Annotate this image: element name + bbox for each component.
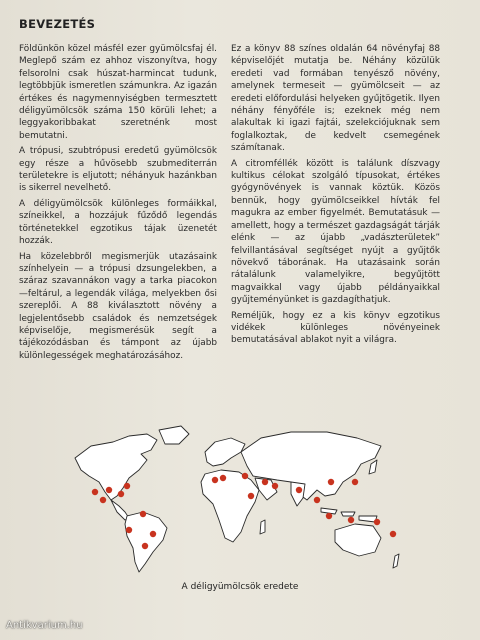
origin-dot [390, 531, 396, 537]
map-caption: A déligyümölcsök eredete [181, 582, 299, 592]
origin-dot [212, 477, 218, 483]
origin-dot [296, 487, 302, 493]
origin-dot [220, 475, 226, 481]
origin-dot [126, 527, 132, 533]
world-map [55, 420, 425, 580]
page-title: BEVEZETÉS [19, 17, 96, 31]
europe [205, 438, 245, 466]
greenland [159, 426, 189, 444]
india [291, 482, 305, 506]
paragraph: A déligyümölcsök különleges formáikkal, színeikkel, a hozzájuk fűződő legendás történetekkel egzotikus tájak üzenetét hozzák. [19, 198, 217, 247]
paragraph: Ez a könyv 88 színes oldalán 64 növényfaj 88 képviselőjét mutatja be. Néhány közülük eredeti vad formában tenyésző növény, amelynek termeseit — gyümölcseit — az eredeti előfordulási helyeken gyűjtögetik. Ilyen néhány fényőféle is; ezeknek még nem alakultak ki igazi fajtái, szelekciójuknak sem foglalkoztak, de kedvelt csemegének számítanak. [231, 44, 440, 154]
paragraph: Reméljük, hogy ez a kis könyv egzotikus vidékek különleges növényeinek bemutatásával ablakot nyit a világra. [231, 310, 440, 346]
paragraph: A citromféllék között is találunk díszvagy kultikus célokat szolgáló típusokat, értékes gyógynövények is vannak köztük. Közös bennük, hogy gyümölcseikkel hívták fel magukra az ember figyelmét. Bemutatásuk — amellett, hogy a természet gazdagságát tárják elénk — az újabb „vadászterületek” felvillantásával segítséget nyújt a gyűjtők növekvő táborának. Ha utazásaink során rátalálunk valamelyikre, begyűjtött magvaikkal vagy újabb példányaikkal gyűjteményünket is gazdagíthatjuk. [231, 158, 440, 306]
north-america [75, 434, 157, 500]
continents [75, 426, 399, 572]
origin-dot [272, 483, 278, 489]
paragraph: Ha közelebbről megismerjük utazásaink színhelyein — a trópusi dzsungelekben, a száraz szavannákon vagy a tarka piacokon —feltárul, a legendák világa, melyekben ősi szereplői. A 88 kiválasztott növény a legjelentősebb családok és nemzetségek képviselője, megismerésük segít a tájékozódásban és támpont az újabb különlegességek meghatározásához. [19, 251, 217, 361]
south-america [125, 512, 167, 572]
origin-dot [326, 513, 332, 519]
origin-dot [100, 497, 106, 503]
origin-dot [142, 543, 148, 549]
origin-dot [374, 519, 380, 525]
paragraph: A trópusi, szubtrópusi eredetű gyümölcsök egy része a hűvösebb szubmediterrán területekre is eljutott; néhányuk hazánkban is sikerrel nevelhető. [19, 146, 217, 194]
origin-dot [118, 491, 124, 497]
madagascar [260, 520, 265, 534]
japan [369, 460, 377, 474]
watermark: Antikvarium.hu [6, 620, 83, 631]
africa [201, 470, 259, 542]
right-column [231, 43, 440, 350]
origin-dot [106, 487, 112, 493]
origin-dot [314, 497, 320, 503]
origin-dot [92, 489, 98, 495]
indonesia-2 [341, 512, 355, 516]
origin-dot [328, 479, 334, 485]
paragraph: Földünkön közel másfél ezer gyümölcsfaj él. Meglepő szám ez ahhoz viszonyítva, hogy felsorolni csak húszat-harmincat tudunk, legtöbbjük ismeretlen számunkra. Az igazán értékes és nagymennyiségben termesztett déligyümölcsök száma 150 körüli lehet; a leggyakoribbakat szeretnénk most bemutatni. [19, 44, 217, 141]
origin-dot [248, 493, 254, 499]
origin-dot [348, 517, 354, 523]
new-zealand [393, 554, 399, 568]
left-column [19, 43, 217, 365]
origin-dot [150, 531, 156, 537]
australia [335, 524, 381, 556]
origin-dot [124, 483, 130, 489]
origin-dot [262, 479, 268, 485]
origin-dot [352, 479, 358, 485]
origin-dot [140, 511, 146, 517]
origin-dot [242, 473, 248, 479]
